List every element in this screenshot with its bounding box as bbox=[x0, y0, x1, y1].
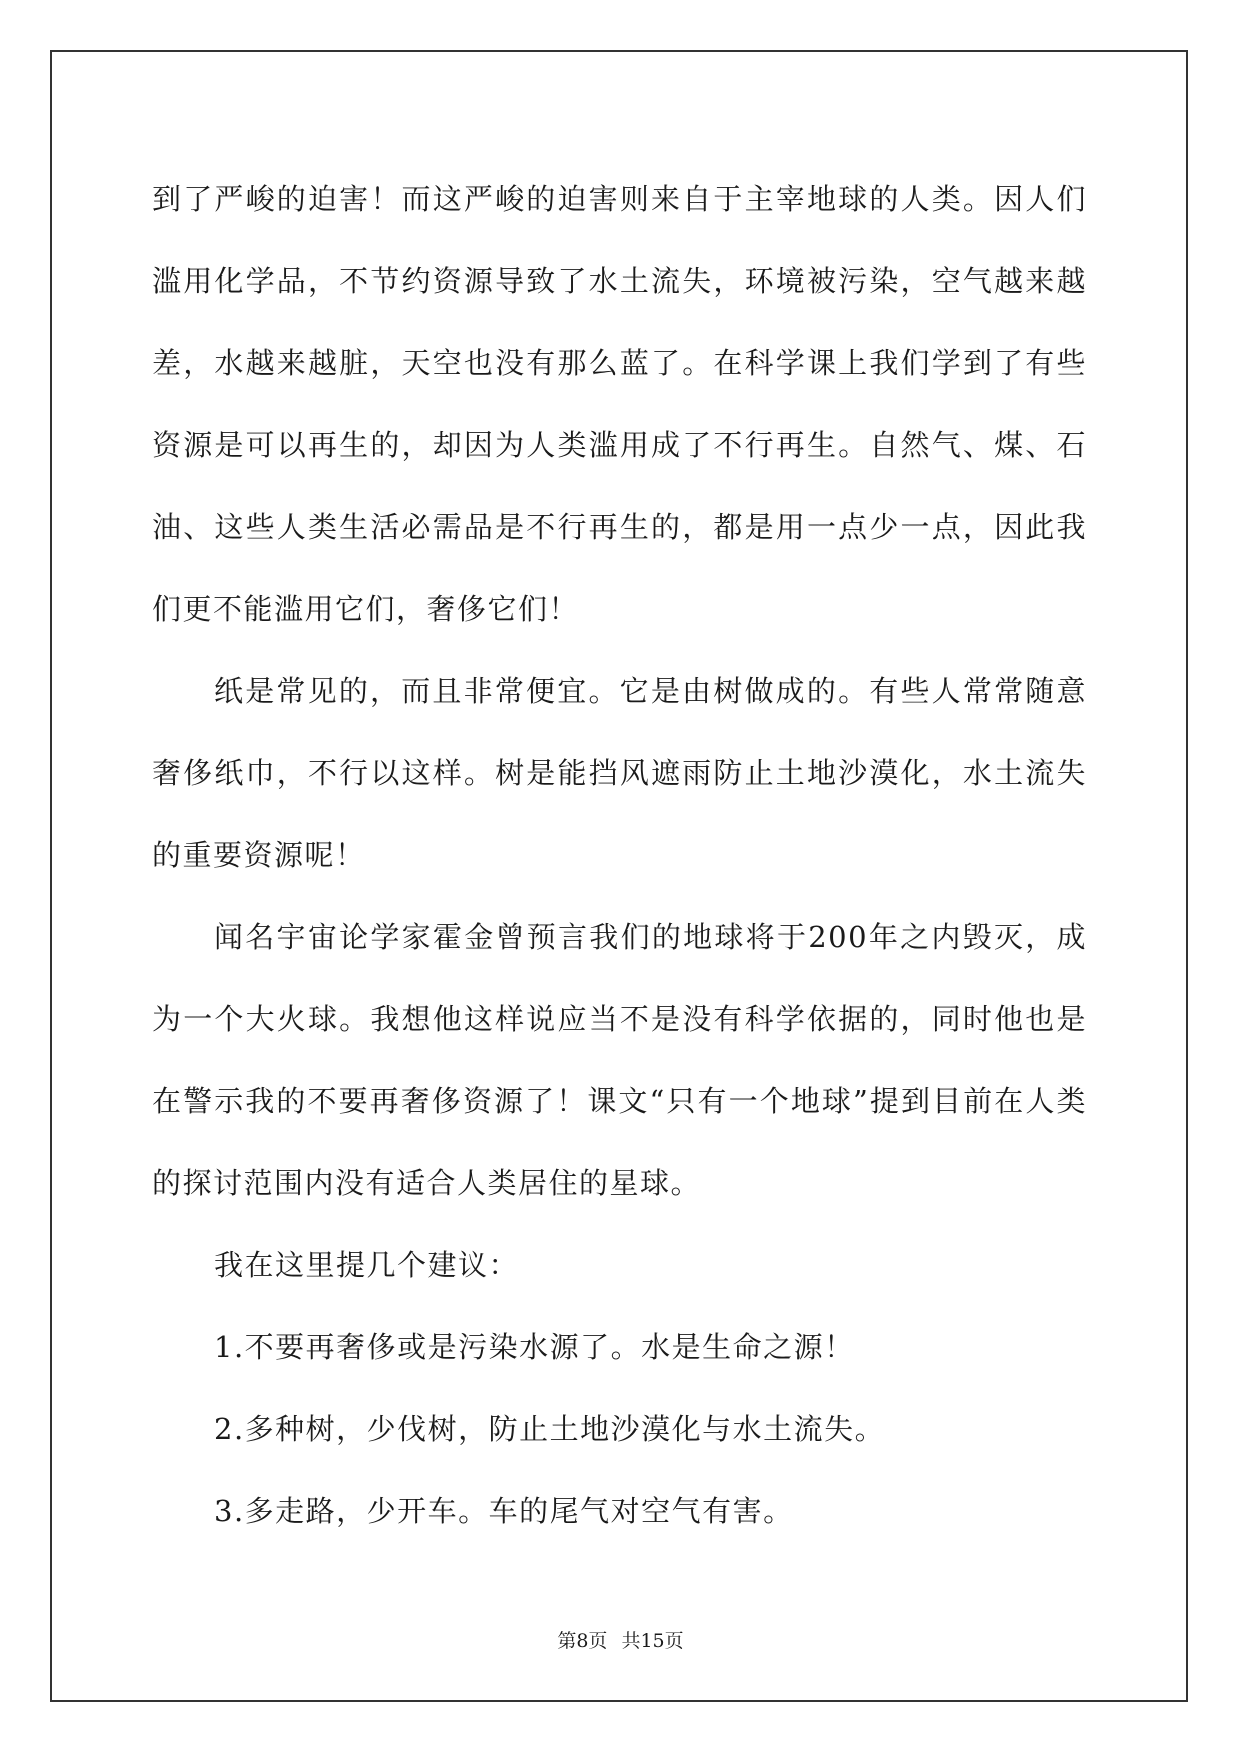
paragraph-2: 纸是常见的，而且非常便宜。它是由树做成的。有些人常常随意奢侈纸巾，不行以这样。树是能挡风遮雨防止土地沙漠化，水土流失的重要资源呢！ bbox=[152, 674, 1087, 872]
page-number: 第8页 bbox=[557, 1630, 608, 1652]
list-item-2: 2.多种树，少伐树，防止土地沙漠化与水土流失。 bbox=[214, 1412, 886, 1446]
paragraph-3: 闻名宇宙论学家霍金曾预言我们的地球将于200年之内毁灭，成为一个大火球。我想他这样说应当不是没有科学依据的，同时他也是在警示我的不要再奢侈资源了！课文“只有一个地球”提到目前在人类的探讨范围内没有适合人类居住的星球。 bbox=[152, 920, 1087, 1200]
paragraph-1: 到了严峻的迫害！而这严峻的迫害则来自于主宰地球的人类。因人们滥用化学品，不节约资源导致了水土流失，环境被污染，空气越来越差，水越来越脏，天空也没有那么蓝了。在科学课上我们学到了有些资源是可以再生的，却因为人类滥用成了不行再生。自然气、煤、石油、这些人类生活必需品是不行再生的，都是用一点少一点，因此我们更不能滥用它们，奢侈它们！ bbox=[152, 182, 1087, 626]
page-total: 共15页 bbox=[621, 1630, 684, 1652]
document-body bbox=[152, 158, 1087, 1552]
list-item-1: 1.不要再奢侈或是污染水源了。水是生命之源！ bbox=[214, 1330, 855, 1364]
paragraph-4: 我在这里提几个建议： bbox=[214, 1248, 520, 1282]
list-item-3: 3.多走路，少开车。车的尾气对空气有害。 bbox=[214, 1494, 794, 1528]
page-footer bbox=[0, 1626, 1241, 1653]
